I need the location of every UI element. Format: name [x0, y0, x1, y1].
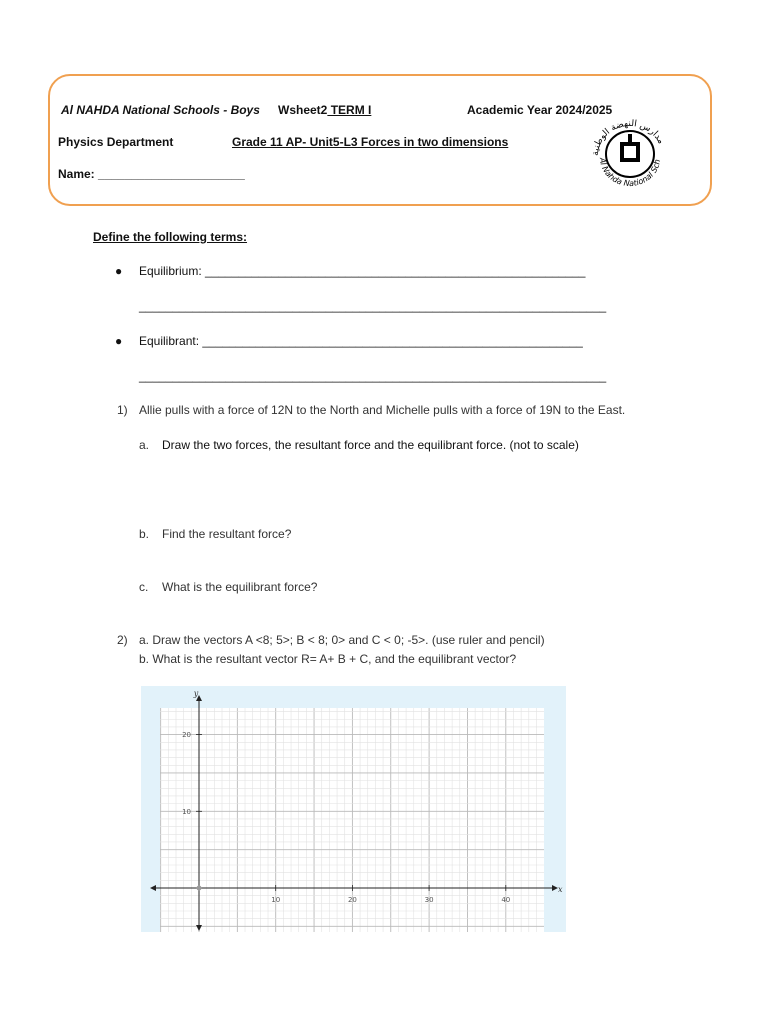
- school-logo-icon: [590, 116, 670, 196]
- school-name: Al NAHDA National Schools - Boys: [61, 103, 260, 117]
- logo-arabic-text: مدارس النهضة الوطنية: [590, 118, 666, 157]
- q2-line-a: a. Draw the vectors A <8; 5>; B < 8; 0> and C < 0; -5>. (use ruler and pencil): [139, 633, 545, 647]
- x-tick-label: 40: [501, 896, 511, 904]
- x-tick-label: 10: [271, 896, 281, 904]
- q1a-text: Draw the two forces, the resultant force and the equilibrant force. (not to scale): [162, 438, 579, 452]
- q1c-text: What is the equilibrant force?: [162, 580, 318, 594]
- q2-line-b: b. What is the resultant vector R= A+ B + C, and the equilibrant vector?: [139, 652, 517, 666]
- q1a-letter: a.: [139, 438, 150, 452]
- bullet-equilibrant: ●: [115, 334, 123, 348]
- q2-number: 2): [117, 633, 128, 647]
- q1b-text: Find the resultant force?: [162, 527, 292, 541]
- worksheet-prefix: Wsheet2: [278, 103, 328, 117]
- x-tick-label: 20: [347, 896, 357, 904]
- name-field[interactable]: Name: ______________________: [58, 167, 245, 181]
- q1c-letter: c.: [139, 580, 149, 594]
- worksheet-term: TERM I: [327, 103, 372, 117]
- equilibrant-line-2[interactable]: ______________________________________________________________________: [139, 369, 607, 383]
- y-tick-label: 20: [182, 731, 191, 740]
- x-axis-label: x: [558, 885, 563, 894]
- worksheet-label: [278, 103, 371, 117]
- equilibrium-line[interactable]: Equilibrium: _________________________________________________________: [139, 264, 586, 278]
- unit-title: Grade 11 AP- Unit5-L3 Forces in two dimensions: [232, 135, 509, 149]
- q1-number: 1): [117, 403, 128, 417]
- logo-english-text: Al Nahda National Sch: [597, 157, 663, 189]
- x-tick-label: 30: [424, 896, 434, 904]
- origin-point: [197, 886, 202, 891]
- y-axis-label: y: [193, 689, 199, 698]
- q1b-letter: b.: [139, 527, 150, 541]
- y-tick-label: 10: [182, 807, 191, 816]
- academic-year: Academic Year 2024/2025: [467, 103, 613, 117]
- q1-text: Allie pulls with a force of 12N to the North and Michelle pulls with a force of 19N to the East.: [139, 403, 626, 417]
- department: Physics Department: [58, 135, 174, 149]
- bullet-equilibrium: ●: [115, 264, 123, 278]
- x-axis-arrow-left: [150, 885, 156, 891]
- graph-paper[interactable]: [141, 686, 566, 932]
- equilibrium-line-2[interactable]: ______________________________________________________________________: [139, 299, 607, 313]
- grid-svg[interactable]: [141, 686, 566, 932]
- equilibrant-line[interactable]: Equilibrant: _________________________________________________________: [139, 334, 583, 348]
- define-heading: Define the following terms:: [93, 230, 248, 244]
